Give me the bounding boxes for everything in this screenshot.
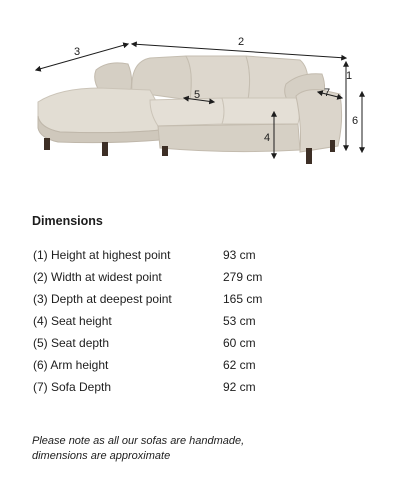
leg-middle <box>162 146 168 156</box>
marker-4: 4 <box>264 132 271 144</box>
leg-front-right <box>306 148 312 164</box>
marker-5: 5 <box>194 89 201 101</box>
dimension-row-depth <box>33 288 262 310</box>
chaise-seat <box>38 88 162 133</box>
leg-back-right <box>330 140 335 152</box>
leg-front-left <box>44 138 50 150</box>
handmade-note <box>32 434 372 464</box>
dimension-label: (3) Depth at deepest point <box>33 292 172 306</box>
dimension-value: 92 cm <box>223 380 256 394</box>
dimensions-list <box>33 244 262 398</box>
dimension-label: (2) Width at widest point <box>33 270 162 284</box>
dimension-row-height <box>33 244 262 266</box>
marker-2: 2 <box>238 36 245 48</box>
dimension-row-sofa-depth <box>33 376 262 398</box>
dimension-value: 165 cm <box>223 292 263 306</box>
seat-cushion-right <box>222 98 300 124</box>
note-line-2: dimensions are approximate <box>32 450 171 462</box>
dimension-value: 53 cm <box>223 314 256 328</box>
marker-6: 6 <box>352 115 359 127</box>
dimension-label: (7) Sofa Depth <box>33 380 112 394</box>
dimension-row-seat-height <box>33 310 262 332</box>
dimension-row-seat-depth <box>33 332 262 354</box>
marker-1: 1 <box>346 70 353 82</box>
dimension-value: 93 cm <box>223 248 256 262</box>
marker-7: 7 <box>324 87 331 99</box>
sofa-front-panel <box>158 124 300 152</box>
leg-chaise-front <box>102 142 108 156</box>
note-line-1: Please note as all our sofas are handmade, <box>32 435 245 447</box>
dimension-value: 62 cm <box>223 358 256 372</box>
sofa-illustration <box>0 0 400 200</box>
dimension-label: (1) Height at highest point <box>33 248 171 262</box>
dimension-label: (5) Seat depth <box>33 336 110 350</box>
marker-3: 3 <box>74 46 81 58</box>
dimensions-heading: Dimensions <box>32 214 103 228</box>
dimension-row-arm-height <box>33 354 262 376</box>
dimension-label: (6) Arm height <box>33 358 109 372</box>
dimension-value: 60 cm <box>223 336 256 350</box>
dimension-value: 279 cm <box>223 270 263 284</box>
sofa-dimensions-diagram <box>0 0 400 200</box>
dimension-row-width <box>33 266 262 288</box>
dimension-label: (4) Seat height <box>33 314 112 328</box>
sofa-drawing <box>38 56 342 164</box>
